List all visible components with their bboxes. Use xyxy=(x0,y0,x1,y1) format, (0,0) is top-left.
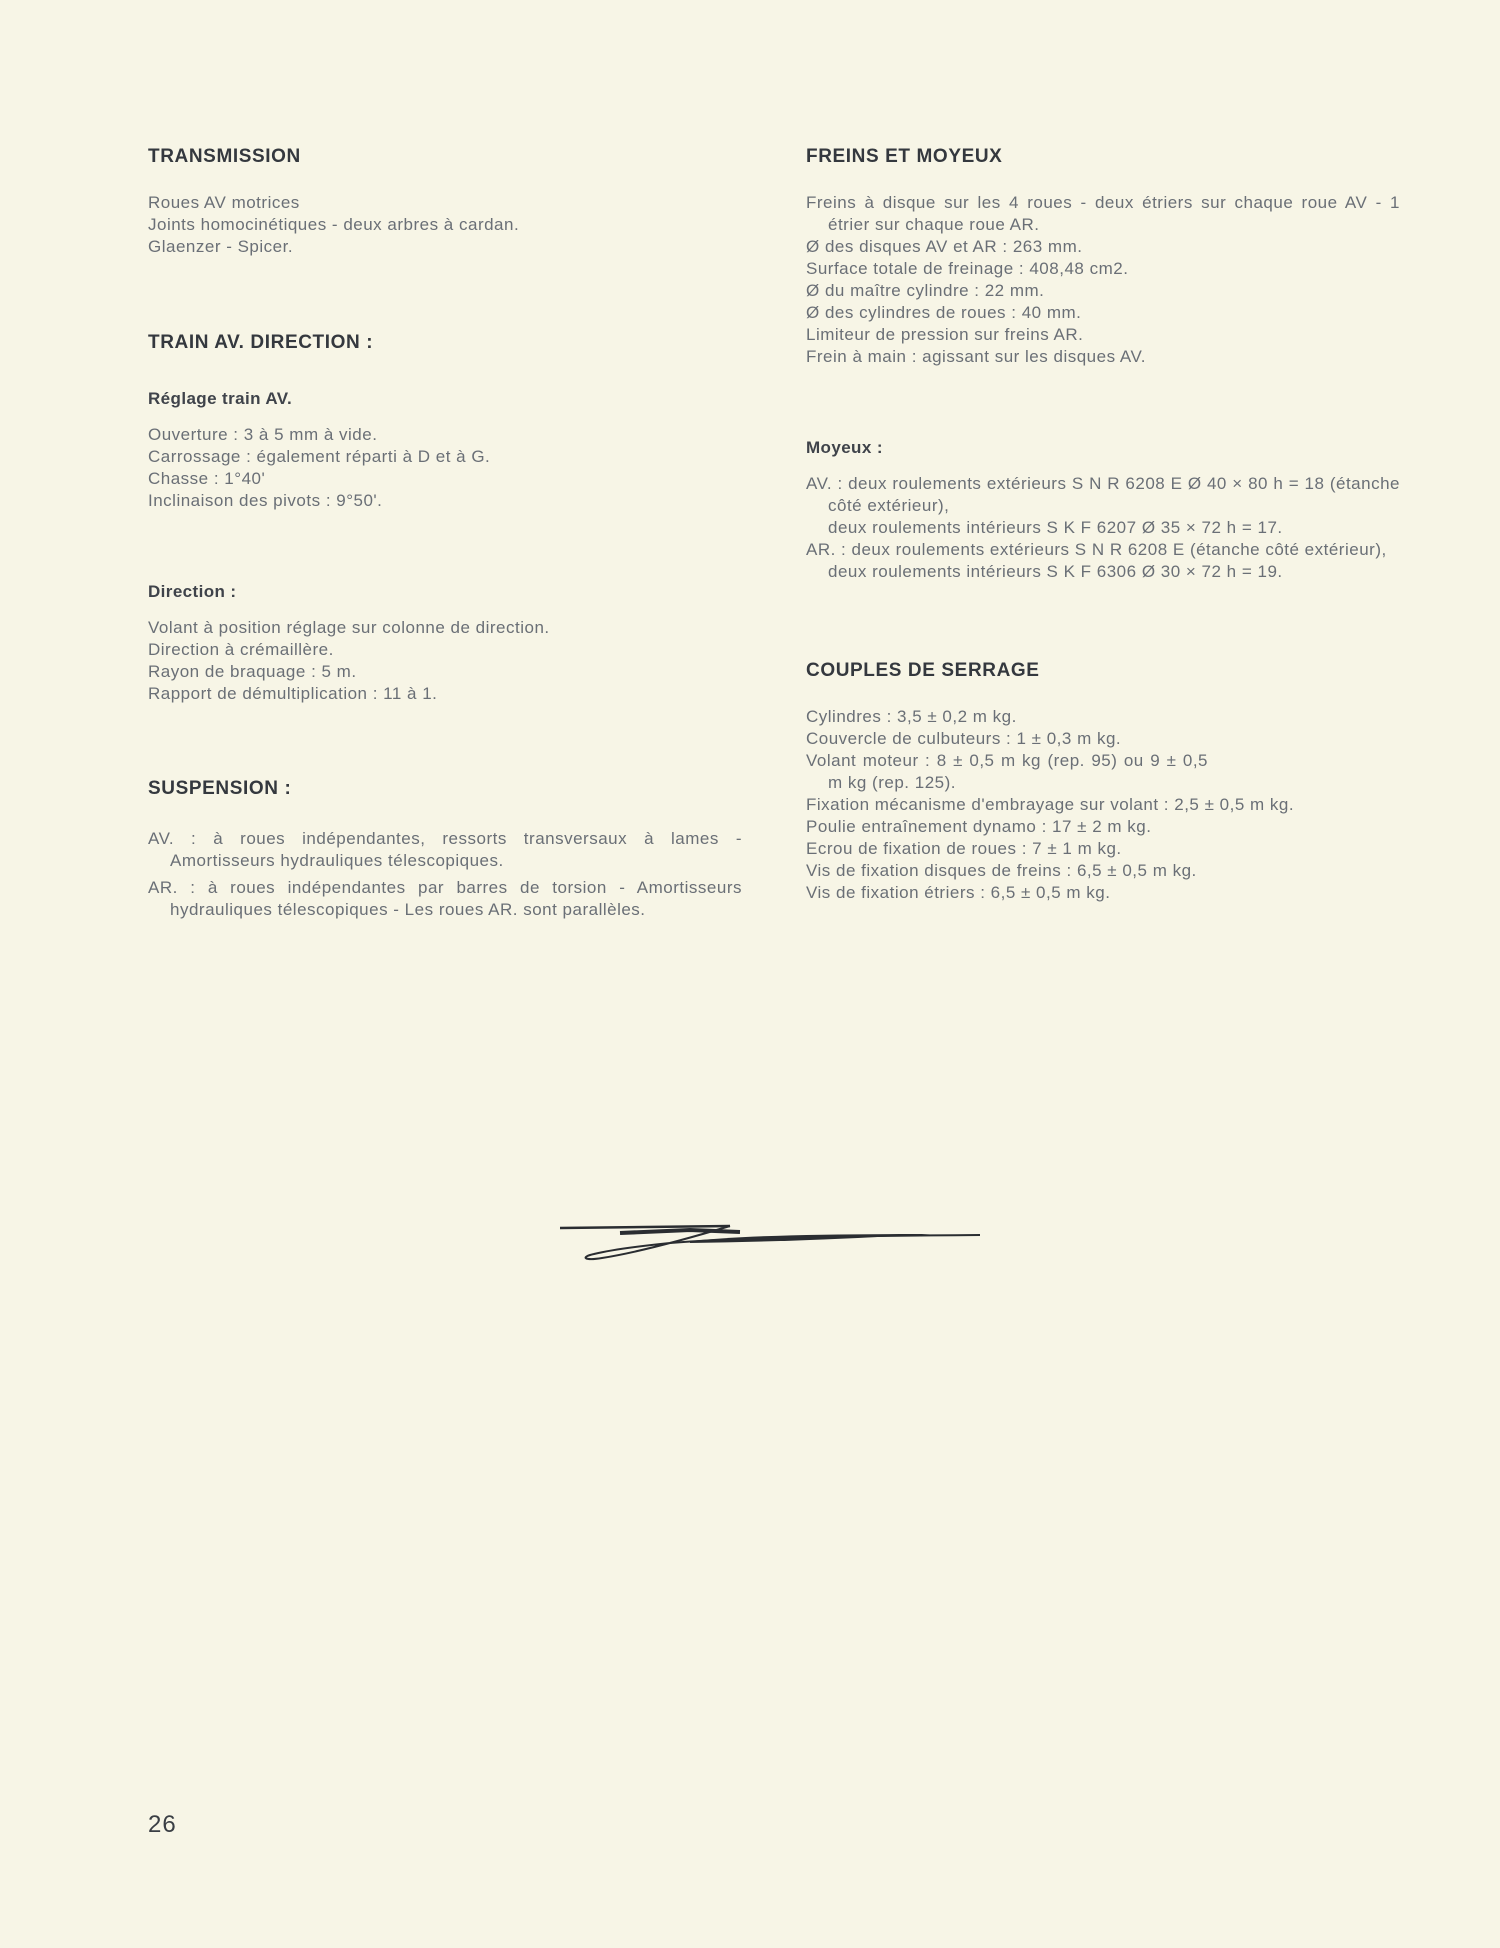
signature-flourish xyxy=(550,1212,990,1272)
freins-line: Ø des disques AV et AR : 263 mm. xyxy=(806,237,1083,256)
couples-line: Fixation mécanisme d'embrayage sur volant : 2,5 ± 0,5 m kg. xyxy=(806,795,1295,814)
suspension-paragraph: AV. : à roues indépendantes, ressorts transversaux à lames - Amortisseurs hydrauliques télescopiques. xyxy=(148,829,742,870)
couples-line: Ecrou de fixation de roues : 7 ± 1 m kg. xyxy=(806,839,1122,858)
couples-line: Couvercle de culbuteurs : 1 ± 0,3 m kg. xyxy=(806,729,1122,748)
reglage-line: Carrossage : également réparti à D et à G. xyxy=(148,447,491,466)
transmission-line: Glaenzer - Spicer. xyxy=(148,237,294,256)
direction-heading: Direction : xyxy=(148,582,237,601)
reglage-heading: Réglage train AV. xyxy=(148,389,293,408)
direction-line: Volant à position réglage sur colonne de direction. xyxy=(148,618,550,637)
train-direction-section xyxy=(148,332,742,354)
train-direction-heading: TRAIN AV. DIRECTION : xyxy=(148,332,374,353)
couples-heading: COUPLES DE SERRAGE xyxy=(806,660,1040,681)
suspension-paragraph: AR. : à roues indépendantes par barres de torsion - Amortisseurs hydrauliques télescopiques - Les roues AR. sont parallèles. xyxy=(148,878,742,919)
reglage-line: Chasse : 1°40' xyxy=(148,469,266,488)
reglage-section xyxy=(148,389,742,512)
freins-paragraph: Freins à disque sur les 4 roues - deux étriers sur chaque roue AV - 1 étrier sur chaque roue AR. xyxy=(806,193,1400,234)
freins-line: Frein à main : agissant sur les disques AV. xyxy=(806,347,1146,366)
moyeux-section xyxy=(806,438,1400,583)
direction-line: Rayon de braquage : 5 m. xyxy=(148,662,357,681)
suspension-heading: SUSPENSION : xyxy=(148,778,292,799)
page-number: 26 xyxy=(148,1811,177,1838)
direction-section xyxy=(148,582,742,705)
direction-line: Direction à crémaillère. xyxy=(148,640,334,659)
transmission-line: Roues AV motrices xyxy=(148,193,300,212)
freins-line: Limiteur de pression sur freins AR. xyxy=(806,325,1084,344)
couples-line: Cylindres : 3,5 ± 0,2 m kg. xyxy=(806,707,1017,726)
moyeux-av-line: AV. : deux roulements extérieurs S N R 6208 E Ø 40 × 80 h = 18 (étanche côté extérieur), xyxy=(806,474,1400,515)
suspension-section xyxy=(148,778,742,921)
moyeux-av-line: deux roulements intérieurs S K F 6207 Ø 35 × 72 h = 17. xyxy=(828,518,1283,537)
couples-paragraph: Volant moteur : 8 ± 0,5 m kg (rep. 95) ou 9 ± 0,5 m kg (rep. 125). xyxy=(806,751,1208,792)
transmission-line: Joints homocinétiques - deux arbres à cardan. xyxy=(148,215,520,234)
moyeux-heading: Moyeux : xyxy=(806,438,883,457)
freins-line: Ø du maître cylindre : 22 mm. xyxy=(806,281,1045,300)
couples-line: Vis de fixation disques de freins : 6,5 ± 0,5 m kg. xyxy=(806,861,1197,880)
moyeux-ar-line: AR. : deux roulements extérieurs S N R 6208 E (étanche côté extérieur), xyxy=(806,540,1387,559)
freins-section xyxy=(806,146,1400,368)
direction-line: Rapport de démultiplication : 11 à 1. xyxy=(148,684,438,703)
transmission-section xyxy=(148,146,742,258)
couples-section xyxy=(806,660,1400,904)
reglage-line: Inclinaison des pivots : 9°50'. xyxy=(148,491,383,510)
reglage-line: Ouverture : 3 à 5 mm à vide. xyxy=(148,425,378,444)
couples-line: Poulie entraînement dynamo : 17 ± 2 m kg. xyxy=(806,817,1152,836)
freins-line: Surface totale de freinage : 408,48 cm2. xyxy=(806,259,1129,278)
freins-heading: FREINS ET MOYEUX xyxy=(806,146,1003,167)
moyeux-ar-line: deux roulements intérieurs S K F 6306 Ø 30 × 72 h = 19. xyxy=(828,562,1283,581)
freins-line: Ø des cylindres de roues : 40 mm. xyxy=(806,303,1082,322)
transmission-heading: TRANSMISSION xyxy=(148,146,301,167)
couples-line: Vis de fixation étriers : 6,5 ± 0,5 m kg. xyxy=(806,883,1111,902)
